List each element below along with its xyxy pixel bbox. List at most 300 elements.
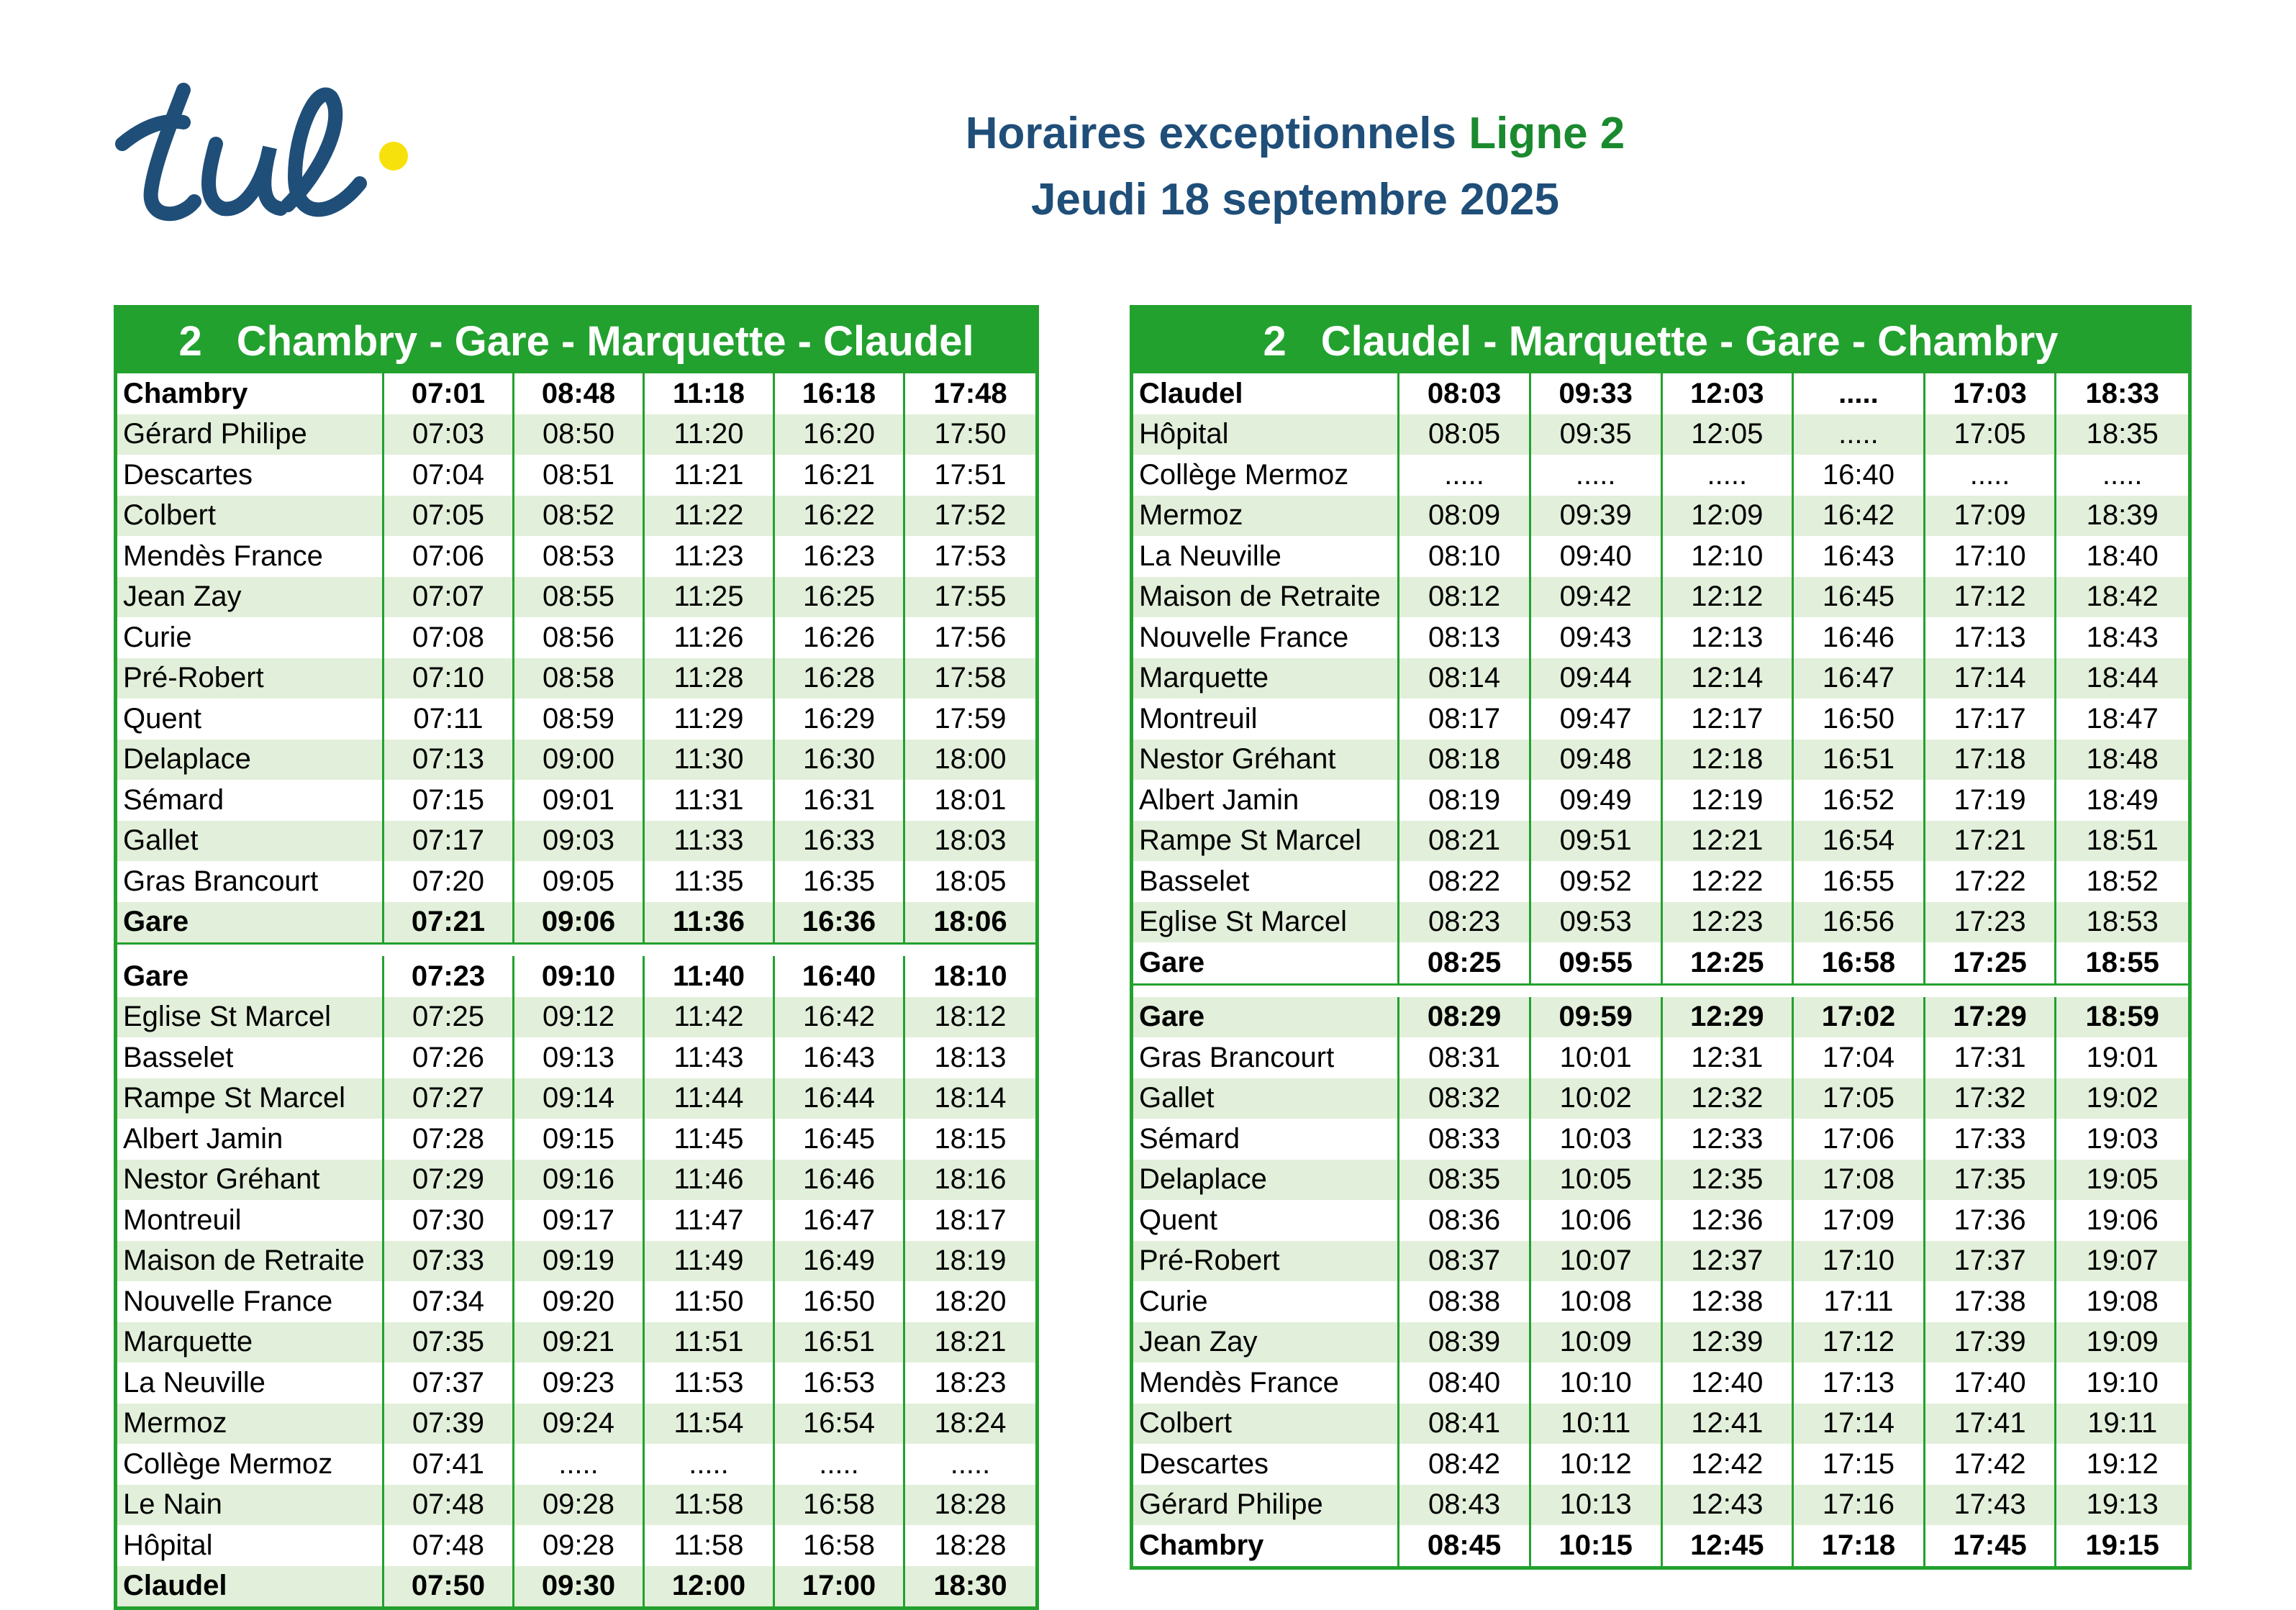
departure-time: 09:39 [1531,496,1663,537]
departure-time: 17:16 [1794,1485,1925,1526]
departure-time: 16:22 [775,496,905,537]
departure-time: 09:00 [514,740,645,781]
stop-name: Colbert [117,496,384,537]
departure-time: 17:13 [1794,1363,1925,1404]
departure-time: 18:59 [2085,1001,2159,1033]
departure-time: 17:48 [933,377,1007,409]
departure-time: 11:36 [645,902,775,943]
departure-time: ..... [1531,455,1663,496]
departure-time: 09:42 [1531,577,1663,618]
departure-time: 18:47 [2086,702,2159,734]
departure-time: 09:53 [1531,902,1663,943]
departure-time: 16:35 [775,861,905,902]
departure-time: 10:05 [1531,1160,1663,1201]
departure-time: 07:26 [384,1037,514,1078]
departure-time: 16:31 [775,780,905,821]
departure-time: 17:42 [1925,1444,2057,1485]
departure-time: 18:19 [934,1245,1007,1277]
departure-time: 17:06 [1794,1119,1925,1160]
stop-name: Hôpital [117,1525,384,1566]
departure-time: 08:45 [1399,1525,1531,1566]
departure-time: 12:29 [1663,997,1794,1038]
departure-time: 12:45 [1663,1525,1794,1566]
departure-time: 17:38 [1925,1281,2057,1322]
stop-name: Montreuil [117,1200,384,1241]
departure-time: 18:28 [934,1529,1007,1561]
departure-time: ..... [2102,458,2143,491]
departure-time: 11:42 [645,997,775,1038]
timetable-row [117,414,1035,455]
departure-time: 16:23 [775,536,905,577]
stop-name: Descartes [1133,1444,1399,1485]
departure-time: 07:30 [384,1200,514,1241]
departure-time: 07:33 [384,1241,514,1282]
logo-dot [379,142,408,170]
departure-time: 18:35 [2086,418,2159,450]
timetable-row [117,1444,1035,1485]
departure-time: 16:55 [1794,861,1925,902]
stop-name: Nouvelle France [117,1281,384,1322]
departure-time: 10:02 [1531,1078,1663,1119]
timetable-row [1133,373,2188,414]
departure-time: 17:04 [1794,1037,1925,1078]
departure-time: 18:16 [934,1163,1007,1196]
departure-time: 08:41 [1399,1404,1531,1445]
departure-time: 11:50 [645,1281,775,1322]
departure-time: 17:03 [1925,373,2057,414]
departure-time: 11:47 [645,1200,775,1241]
departure-time: 16:49 [775,1241,905,1282]
departure-time: 19:09 [2086,1326,2159,1358]
stop-name: Mendès France [117,536,384,577]
departure-time: 16:42 [1794,496,1925,537]
departure-time: 17:52 [934,499,1007,532]
departure-time: 18:42 [2086,581,2159,613]
departure-time: 07:28 [384,1119,514,1160]
departure-time: 19:06 [2086,1204,2159,1236]
departure-time: 17:10 [1925,536,2057,577]
timetable-row [1133,1200,2188,1241]
stop-name: Gare [1133,997,1399,1038]
timetable-row [1133,1078,2188,1119]
departure-time: 07:41 [384,1444,514,1485]
departure-time: 17:10 [1794,1241,1925,1282]
timetable-row [1133,1444,2188,1485]
timetable-row [117,1241,1035,1282]
stop-name: Quent [1133,1200,1399,1241]
stop-name: Claudel [117,1566,384,1607]
stop-name: Collège Mermoz [1133,455,1399,496]
departure-time: 19:11 [2087,1407,2158,1440]
departure-time: 08:31 [1399,1037,1531,1078]
departure-time: 08:23 [1399,902,1531,943]
stop-name: Jean Zay [1133,1322,1399,1363]
stop-name: Gérard Philipe [117,414,384,455]
departure-time: 16:54 [1794,821,1925,862]
timetable-row [1133,414,2188,455]
departure-time: 09:28 [514,1485,645,1526]
departure-time: 08:42 [1399,1444,1531,1485]
departure-time: 09:47 [1531,699,1663,740]
timetable-row [1133,536,2188,577]
departure-time: 10:07 [1531,1241,1663,1282]
departure-time: 07:35 [384,1322,514,1363]
departure-time: 16:43 [1794,536,1925,577]
stop-name: Albert Jamin [117,1119,384,1160]
departure-time: 11:29 [645,699,775,740]
departure-time: 12:25 [1663,942,1794,983]
departure-time: 07:07 [384,577,514,618]
departure-time: 07:29 [384,1160,514,1201]
departure-time: 11:44 [645,1078,775,1119]
departure-time: 17:05 [1925,414,2057,455]
departure-time: 17:05 [1794,1078,1925,1119]
departure-time: ..... [1399,455,1531,496]
stop-name: Nestor Gréhant [1133,740,1399,781]
departure-time: 18:55 [2085,946,2159,978]
departure-time: 08:35 [1399,1160,1531,1201]
timetable-row [1133,740,2188,781]
departure-time: 07:21 [384,902,514,943]
timetable-row [1133,699,2188,740]
departure-time: 19:10 [2086,1366,2159,1398]
departure-time: 17:14 [1794,1404,1925,1445]
stop-name: Descartes [117,455,384,496]
departure-time: 09:59 [1531,997,1663,1038]
departure-time: 17:43 [1925,1485,2057,1526]
stop-name: Pré-Robert [117,658,384,699]
departure-time: 09:48 [1531,740,1663,781]
timetable-row [1133,1363,2188,1404]
timetable-row [1133,821,2188,862]
departure-time: 17:55 [934,581,1007,613]
departure-time: 07:03 [384,414,514,455]
departure-time: 12:33 [1663,1119,1794,1160]
departure-time: 17:50 [934,418,1007,450]
page-title [791,101,1799,233]
stop-name: Rampe St Marcel [1133,821,1399,862]
departure-time: 07:48 [384,1525,514,1566]
departure-time: 11:21 [645,455,775,496]
departure-time: 17:53 [934,540,1007,572]
stop-name: Quent [117,699,384,740]
departure-time: 11:35 [645,861,775,902]
departure-time: 08:29 [1399,997,1531,1038]
stop-name: Albert Jamin [1133,780,1399,821]
departure-time: 18:49 [2086,783,2159,816]
departure-time: 10:10 [1531,1363,1663,1404]
departure-time: 19:15 [2085,1529,2159,1561]
stop-name: Pré-Robert [1133,1241,1399,1282]
departure-time: ..... [1794,373,1925,414]
timetable-row [117,740,1035,781]
departure-time: 08:21 [1399,821,1531,862]
departure-time: 11:18 [645,373,775,414]
stop-name: Chambry [1133,1525,1399,1566]
stop-name: Curie [1133,1281,1399,1322]
departure-time: 11:31 [645,780,775,821]
departure-time: 08:59 [514,699,645,740]
departure-time: 08:22 [1399,861,1531,902]
timetable-row [117,496,1035,537]
timetable-row [1133,658,2188,699]
timetable-row [117,1160,1035,1201]
departure-time: 11:58 [645,1525,775,1566]
departure-time: ..... [1663,455,1794,496]
departure-time: 16:46 [1794,617,1925,658]
timetable-body [1133,373,2188,1566]
stop-name: Montreuil [1133,699,1399,740]
timetable-row [1133,455,2188,496]
departure-time: 08:19 [1399,780,1531,821]
departure-time: 18:15 [934,1122,1007,1155]
departure-time: 08:52 [514,496,645,537]
departure-time: 10:08 [1531,1281,1663,1322]
timetable-row [117,1037,1035,1078]
departure-time: 18:10 [933,960,1007,992]
departure-time: 17:19 [1925,780,2057,821]
departure-time: 16:47 [1794,658,1925,699]
departure-time: 19:05 [2086,1163,2159,1196]
departure-time: 17:36 [1925,1200,2057,1241]
stop-name: Colbert [1133,1404,1399,1445]
timetable-row [117,1281,1035,1322]
departure-time: 10:11 [1531,1404,1663,1445]
departure-time: 09:06 [514,902,645,943]
departure-time: 07:06 [384,536,514,577]
departure-time: 12:12 [1663,577,1794,618]
stop-name: Nouvelle France [1133,617,1399,658]
departure-time: 16:47 [775,1200,905,1241]
departure-time: 07:34 [384,1281,514,1322]
stop-name: Le Nain [117,1485,384,1526]
stop-name: Maison de Retraite [117,1241,384,1282]
departure-time: 17:32 [1925,1078,2057,1119]
departure-time: 10:03 [1531,1119,1663,1160]
departure-time: 09:43 [1531,617,1663,658]
title-text: Horaires exceptionnels [965,109,1456,158]
departure-time: 07:13 [384,740,514,781]
departure-time: 08:18 [1399,740,1531,781]
departure-time: 11:22 [645,496,775,537]
stop-name: Chambry [117,373,384,414]
departure-time: 11:25 [645,577,775,618]
departure-time: 08:38 [1399,1281,1531,1322]
departure-time: 18:13 [934,1041,1007,1073]
departure-time: 08:39 [1399,1322,1531,1363]
timetable-row [1133,997,2188,1038]
departure-time: 17:13 [1925,617,2057,658]
stop-name: Gras Brancourt [1133,1037,1399,1078]
departure-time: 09:44 [1531,658,1663,699]
departure-time: 09:17 [514,1200,645,1241]
departure-time: 09:10 [514,956,645,997]
stop-name: Nestor Gréhant [117,1160,384,1201]
stop-name: Maison de Retraite [1133,577,1399,618]
departure-time: 08:25 [1399,942,1531,983]
departure-time: 17:23 [1925,902,2057,943]
departure-time: 08:55 [514,577,645,618]
departure-time: 16:36 [775,902,905,943]
departure-time: 10:06 [1531,1200,1663,1241]
departure-time: 18:17 [934,1204,1007,1236]
departure-time: 08:05 [1399,414,1531,455]
departure-time: 16:46 [775,1160,905,1201]
stop-name: Mermoz [1133,496,1399,537]
timetable-row [117,1119,1035,1160]
timetable-row [117,861,1035,902]
departure-time: 08:32 [1399,1078,1531,1119]
departure-time: ..... [1925,455,2057,496]
departure-time: 09:35 [1531,414,1663,455]
timetable-row [1133,1160,2188,1201]
stop-name: Gare [117,902,384,943]
departure-time: 12:39 [1663,1322,1794,1363]
timetable-row [117,902,1035,945]
departure-time: 18:06 [933,906,1007,938]
departure-time: 16:58 [1794,942,1925,983]
timetable-row [1133,617,2188,658]
stop-name: Sémard [1133,1119,1399,1160]
departure-time: 18:40 [2086,540,2159,572]
departure-time: 17:12 [1925,577,2057,618]
departure-time: 09:13 [514,1037,645,1078]
timetable-row [117,699,1035,740]
departure-time: 17:59 [934,702,1007,734]
stop-name: Gallet [117,821,384,862]
departure-time: 07:37 [384,1363,514,1404]
departure-time: 17:18 [1925,740,2057,781]
departure-time: 16:58 [775,1525,905,1566]
departure-time: 07:05 [384,496,514,537]
departure-time: 17:29 [1925,997,2057,1038]
timetable-row [1133,942,2188,986]
departure-time: 12:19 [1663,780,1794,821]
departure-time: 09:14 [514,1078,645,1119]
departure-time: 16:18 [775,373,905,414]
timetable-header [1133,309,2188,373]
departure-time: 19:13 [2086,1488,2159,1521]
departure-time: 18:33 [2085,377,2159,409]
departure-time: 12:10 [1663,536,1794,577]
departure-time: 07:27 [384,1078,514,1119]
departure-time: 09:01 [514,780,645,821]
stop-name: Curie [117,617,384,658]
departure-time: 12:31 [1663,1037,1794,1078]
timetable-outbound [114,305,1039,1610]
departure-time: 16:40 [1794,455,1925,496]
departure-time: 17:14 [1925,658,2057,699]
departure-time: 07:17 [384,821,514,862]
departure-time: 16:43 [775,1037,905,1078]
departure-time: 09:40 [1531,536,1663,577]
departure-time: 17:31 [1925,1037,2057,1078]
departure-time: 12:05 [1663,414,1794,455]
timetable-body [117,373,1035,1606]
departure-time: 12:09 [1663,496,1794,537]
departure-time: 18:01 [934,783,1007,816]
departure-time: 09:55 [1531,942,1663,983]
departure-time: 12:32 [1663,1078,1794,1119]
departure-time: 16:50 [775,1281,905,1322]
departure-time: 17:17 [1925,699,2057,740]
timetable-row [117,577,1035,618]
departure-time: 18:23 [934,1366,1007,1398]
departure-time: 12:03 [1663,373,1794,414]
stop-name: Mermoz [117,1404,384,1445]
departure-time: 09:28 [514,1525,645,1566]
timetable-row [117,1485,1035,1526]
stop-name: Mendès France [1133,1363,1399,1404]
departure-time: 17:45 [1925,1525,2057,1566]
departure-time: 12:37 [1663,1241,1794,1282]
departure-time: 09:51 [1531,821,1663,862]
stop-name: Gérard Philipe [1133,1485,1399,1526]
departure-time: 11:45 [645,1119,775,1160]
departure-time: ..... [1794,414,1925,455]
stop-name: Gallet [1133,1078,1399,1119]
timetable-row [117,780,1035,821]
timetable-row [1133,1485,2188,1526]
departure-time: 11:28 [645,658,775,699]
departure-time: 11:30 [645,740,775,781]
timetable-row [117,997,1035,1038]
stop-name: Delaplace [1133,1160,1399,1201]
departure-time: 09:15 [514,1119,645,1160]
departure-time: 08:13 [1399,617,1531,658]
departure-time: 08:03 [1399,373,1531,414]
departure-time: 08:17 [1399,699,1531,740]
departure-time: 16:56 [1794,902,1925,943]
departure-time: 08:09 [1399,496,1531,537]
departure-time: 11:20 [645,414,775,455]
stop-name: Basselet [117,1037,384,1078]
departure-time: 16:52 [1794,780,1925,821]
departure-time: 11:53 [645,1363,775,1404]
departure-time: 12:36 [1663,1200,1794,1241]
timetable-row [1133,577,2188,618]
departure-time: 18:20 [934,1285,1007,1317]
departure-time: 11:33 [645,821,775,862]
stop-name: Claudel [1133,373,1399,414]
timetable-return [1130,305,2192,1570]
timetable-row [117,536,1035,577]
departure-time: 16:58 [775,1485,905,1526]
timetable-row [1133,1525,2188,1566]
departure-time: 18:05 [934,865,1007,897]
departure-time: 17:35 [1925,1160,2057,1201]
title-line: Ligne 2 [1469,109,1625,158]
departure-time: 09:05 [514,861,645,902]
timetable-row [1133,1404,2188,1445]
departure-time: 08:50 [514,414,645,455]
departure-time: 11:49 [645,1241,775,1282]
title-date: Jeudi 18 septembre 2025 [1030,175,1560,224]
stop-name: Jean Zay [117,577,384,618]
timetable-row [1133,1037,2188,1078]
departure-time: 18:44 [2086,662,2159,694]
departure-time: 11:54 [645,1404,775,1445]
departure-time: 16:21 [775,455,905,496]
stop-name: Collège Mermoz [117,1444,384,1485]
timetable-row [1133,1241,2188,1282]
departure-time: 19:07 [2086,1245,2159,1277]
timetable-row [117,1566,1035,1607]
departure-time: 12:13 [1663,617,1794,658]
departure-time: 18:00 [934,743,1007,776]
departure-time: 16:25 [775,577,905,618]
departure-time: 16:51 [775,1322,905,1363]
